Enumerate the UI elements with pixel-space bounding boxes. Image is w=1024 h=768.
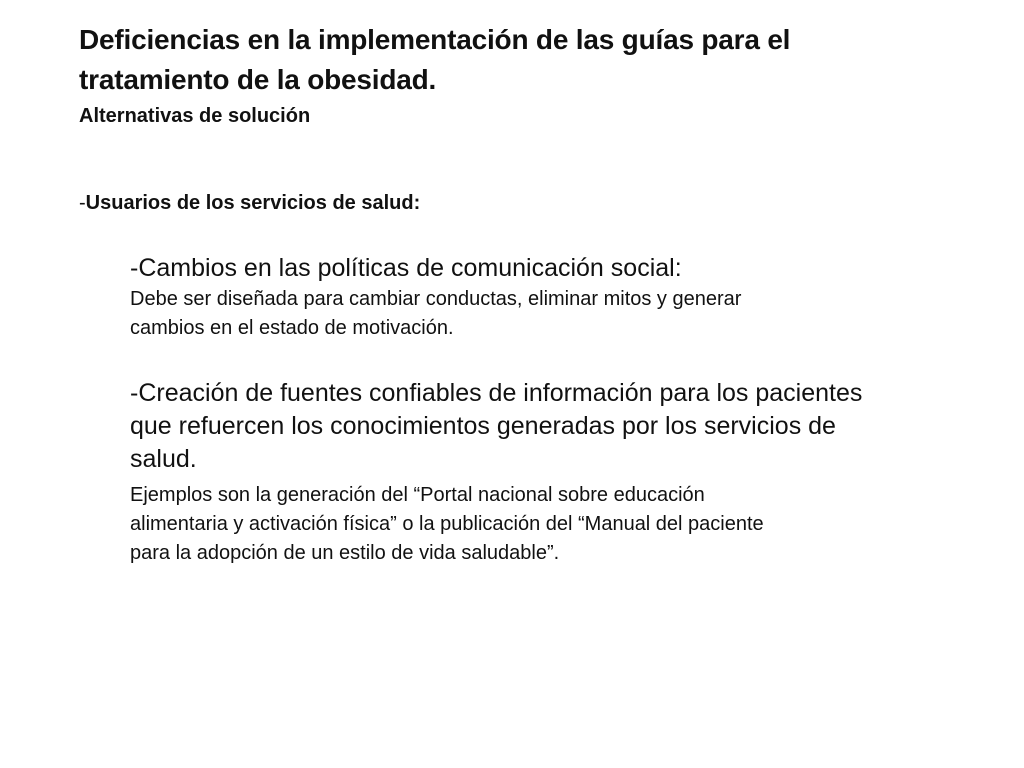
item-body-line: Debe ser diseñada para cambiar conductas, eliminar mitos y generar — [130, 288, 742, 310]
item-body — [130, 481, 764, 568]
section-dash: - — [79, 192, 86, 214]
item-body-line: Ejemplos son la generación del “Portal nacional sobre educación — [130, 484, 705, 506]
slide-title-line: tratamiento de la obesidad. — [79, 64, 437, 95]
slide-title — [79, 20, 939, 100]
section-heading — [79, 190, 420, 216]
slide-subtitle: Alternativas de solución — [79, 105, 311, 127]
item-body-line: para la adopción de un estilo de vida saludable”. — [130, 542, 560, 564]
section-heading-text: Usuarios de los servicios de salud: — [85, 192, 421, 214]
item-body — [130, 285, 741, 343]
item-title-line: -Creación de fuentes confiables de información para los pacientes — [130, 379, 863, 407]
item-title — [130, 377, 862, 476]
item-title-line: salud. — [130, 445, 197, 473]
slide-title-line: Deficiencias en la implementación de las guías para el — [79, 24, 791, 55]
item-title-line: que refuercen los conocimientos generadas por los servicios de — [130, 412, 836, 440]
item-body-line: alimentaria y activación física” o la publicación del “Manual del paciente — [130, 513, 764, 535]
item-title-line: -Cambios en las políticas de comunicación social: — [130, 254, 682, 282]
item-body-line: cambios en el estado de motivación. — [130, 317, 454, 339]
item-title — [130, 252, 682, 285]
